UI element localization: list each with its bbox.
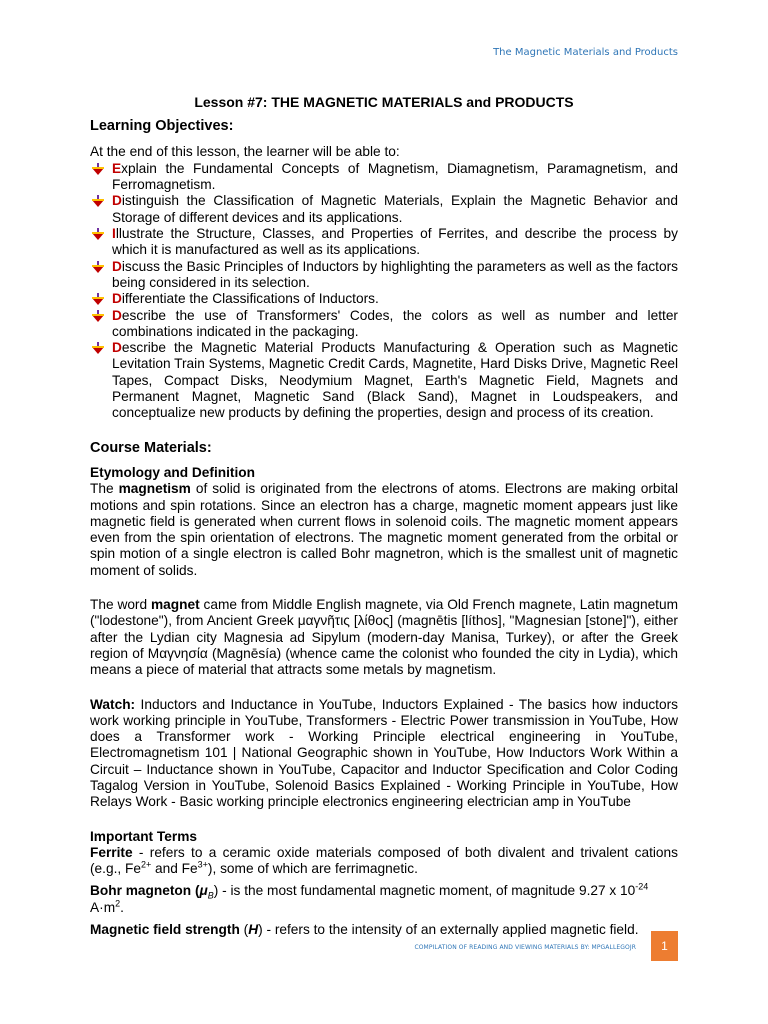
magnetism-paragraph — [90, 481, 678, 579]
term-field-strength: Magnetic field strength — [90, 922, 240, 938]
objective-first-letter: E — [112, 160, 122, 176]
definition-text: - refers to a ceramic oxide materials composed of both divalent and trivalent cations (e.g., Fe — [90, 844, 678, 877]
objective-first-letter: D — [112, 258, 122, 274]
paragraph-lead: The word — [90, 597, 151, 613]
objective-first-letter: I — [112, 226, 116, 242]
paren: ( — [191, 883, 200, 899]
objective-text: istinguish the Classification of Magnetic Materials, Explain the Magnetic Behavior and Storage of different devices and its applications. — [112, 193, 678, 225]
magnet-etymology-paragraph — [90, 597, 678, 678]
charge-superscript: 3+ — [197, 859, 208, 870]
ferrite-definition — [90, 845, 678, 878]
bullet-arrow-icon — [92, 163, 105, 175]
objective-item — [112, 226, 678, 259]
bohr-magneton-definition — [90, 883, 678, 916]
paragraph-text: of solid is originated from the electrons of atoms. Electrons are making orbital motions and spin rotations. Since an electron has a charge, magnetic moment appears just like magnetic field is generated when current flows in solenoid coils. The magnetic moment appears even from the spin orientation of electrons. The magnetic moment generated from the orbital or spin motion of a single electron is called Bohr magnetron, which is the smallest unit of magnetic moment of solids. — [90, 481, 678, 578]
objective-first-letter: D — [112, 340, 122, 356]
objective-item — [112, 340, 678, 421]
lesson-title: Lesson #7: THE MAGNETIC MATERIALS and PRODUCTS — [194, 94, 574, 110]
objective-item — [112, 161, 678, 194]
objective-item — [112, 193, 678, 226]
watch-paragraph — [90, 697, 678, 811]
definition-text: ), some of which are ferrimagnetic. — [207, 861, 418, 877]
term-magnet: magnet — [150, 597, 200, 613]
bullet-arrow-icon — [92, 342, 105, 354]
definition-text: . — [120, 899, 124, 915]
symbol-subscript: B — [207, 891, 214, 902]
exponent: -24 — [635, 881, 649, 892]
objective-text: ifferentiate the Classifications of Inductors. — [121, 291, 379, 307]
bullet-arrow-icon — [92, 293, 105, 305]
running-header: The Magnetic Materials and Products — [493, 47, 678, 58]
bullet-arrow-icon — [92, 195, 105, 207]
charge-superscript: 2+ — [140, 859, 152, 870]
watch-text: Inductors and Inductance in YouTube, Inductors Explained - The basics how inductors work working principle in YouTube, Transformers - Electric Power transmission in YouTube, How does a Transformer work - Working Principle electrical engineering in YouTube, Electromagnetism 101 | National Geographic shown in YouTube, How Inductors Work Within a Circuit – Inductance shown in YouTube, Capacitor and Inductor Specification and Color Coding Tagalog Version in YouTube, Solenoid Basics Explained - Working Principle in YouTube, How Relays Work - Basic working principle electronics engineering electrician amp in YouTube — [90, 696, 678, 810]
symbol-h: H — [248, 922, 259, 938]
objective-text: iscuss the Basic Principles of Inductors by highlighting the parameters as well as the factors being considered in its selection. — [112, 258, 678, 290]
objective-item — [112, 291, 678, 307]
etymology-heading: Etymology and Definition — [90, 464, 256, 480]
definition-text: ) - is the most fundamental magnetic moment, of magnitude 9.27 x 10 — [213, 883, 636, 899]
objective-item — [112, 308, 678, 341]
paren: ( — [239, 922, 249, 938]
symbol-mu: μ — [199, 883, 208, 899]
objective-item — [112, 259, 678, 292]
page-number-badge: 1 — [651, 931, 678, 961]
term-ferrite: Ferrite — [90, 844, 133, 860]
paragraph-text: came from Middle English magnete, via Old French magnete, Latin magnetum ("lodestone"), from Ancient Greek μαγνῆτις [λίθος] (magnētis [líthos], "Magnesian [stone]"), either after the Lydian city Magnesia ad Sipylum (modern-day Manisa, Turkey), or after the Greek region of Μαγνησία (Magnēsía) (whence came the colonist who founded the city in Lydia), which means a piece of material that attracts some metals by magnetism. — [90, 597, 678, 678]
bullet-arrow-icon — [92, 310, 105, 322]
bullet-arrow-icon — [92, 228, 105, 240]
objective-text: xplain the Fundamental Concepts of Magnetism, Diamagnetism, Paramagnetism, and Ferromagnetism. — [112, 160, 678, 193]
objective-first-letter: D — [112, 307, 122, 323]
course-materials-heading: Course Materials: — [90, 439, 212, 456]
learning-objectives-heading: Learning Objectives: — [90, 118, 234, 135]
definition-text: ) - refers to the intensity of an externally applied magnetic field. — [258, 922, 639, 938]
objective-first-letter: D — [112, 291, 122, 307]
objective-text: escribe the Magnetic Material Products Manufacturing & Operation such as Magnetic Levitation Train Systems, Magnetic Credit Cards, Magnetite, Hard Disks Drive, Magnetic Reel Tapes, Compact Disks, Neodymium Magnet, Earth's Magnetic Field, Magnets and Permanent Magnet, Magnetic Sand (Black Sand), Magnet in Loudspeakers, and conceptualize new products by defining the properties, design and process of its creation. — [112, 340, 678, 421]
objectives-list — [90, 161, 678, 422]
exponent: 2 — [115, 898, 121, 909]
page-footer: COMPILATION OF READING AND VIEWING MATERIALS BY: MPGALLEGOJR — [414, 944, 636, 951]
definition-text: and Fe — [151, 861, 198, 877]
bullet-arrow-icon — [92, 261, 105, 273]
term-magnetism: magnetism — [118, 481, 191, 497]
objective-text: llustrate the Structure, Classes, and Properties of Ferrites, and describe the process by which it is manufactured as well as its applications. — [112, 226, 678, 258]
objective-text: escribe the use of Transformers' Codes, the colors as well as number and letter combinations indicated in the packaging. — [112, 307, 678, 339]
watch-label: Watch: — [90, 696, 136, 712]
definition-text: A·m — [90, 899, 116, 915]
page-content — [90, 94, 678, 938]
objectives-intro: At the end of this lesson, the learner will be able to: — [90, 143, 400, 159]
paragraph-lead: The — [90, 481, 119, 497]
term-bohr-magneton: Bohr magneton — [90, 883, 192, 899]
field-strength-definition — [90, 922, 678, 938]
objective-first-letter: D — [112, 193, 122, 209]
important-terms-heading: Important Terms — [90, 828, 197, 844]
